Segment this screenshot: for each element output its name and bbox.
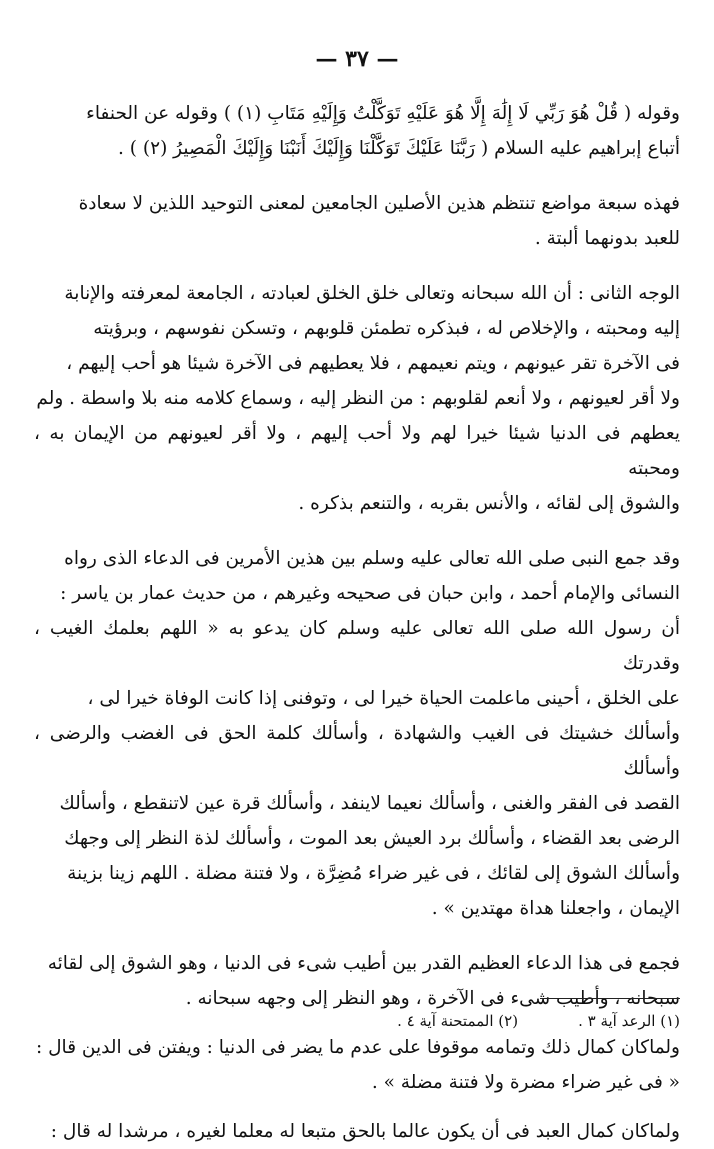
text-line: ولماكان كمال ذلك وتمامه موقوفا على عدم ما يضر فى الدنيا : ويفتن فى الدين قال :: [36, 1037, 680, 1058]
text-line: الرضى بعد القضاء ، وأسألك برد العيش بعد الموت ، وأسألك لذة النظر إلى وجهك: [64, 828, 680, 849]
text-line: يعطهم فى الدنيا شيئا خيرا لهم ولا أحب إليهم ، ولا أقر لعيونهم من الإيمان به ، ومحبته: [34, 423, 680, 479]
text-line: فهذه سبعة مواضع تنتظم هذين الأصلين الجامعين لمعنى التوحيد اللذين لا سعادة: [78, 193, 680, 214]
text-line: القصد فى الفقر والغنى ، وأسألك نعيما لاينفد ، وأسألك قرة عين لاتنقطع ، وأسألك: [59, 793, 680, 814]
footnote-divider: [540, 998, 680, 999]
paragraph-quran-verses: [34, 96, 680, 166]
paragraph-prophet-dua: [34, 541, 680, 926]
text-line: ولماكان كمال العبد فى أن يكون عالما بالحق متبعا له معلما لغيره ، مرشدا له قال :: [50, 1121, 680, 1142]
text-line: وأسألك الشوق إلى لقائك ، فى غير ضراء مُضِرَّة ، ولا فتنة مضلة . اللهم زينا بزينة: [67, 863, 680, 884]
text-line: سبحانه ، وأطيب شىء فى الآخرة ، وهو النظر إلى وجهه سبحانه .: [185, 988, 680, 1009]
text-line: والشوق إلى لقائه ، والأنس بقربه ، والتنعم بذكره .: [298, 493, 680, 514]
paragraph-second-aspect: [34, 276, 680, 521]
text-line: الوجه الثانى : أن الله سبحانه وتعالى خلق الخلق لعبادته ، الجامعة لمعرفته والإنابة: [64, 283, 680, 304]
text-line: ولا أقر لعيونهم ، ولا أنعم لقلوبهم : من النظر إليه ، وسماع كلامه منه بلا واسطة . ولم: [36, 388, 680, 409]
text-line: فجمع فى هذا الدعاء العظيم القدر بين أطيب شىء فى الدنيا ، وهو الشوق إلى لقائه: [47, 953, 680, 974]
text-line: إليه ومحبته ، والإخلاص له ، فبذكره تطمئن قلوبهم ، وتسكن نفوسهم ، وبرؤيته: [93, 318, 680, 339]
paragraph-servant-perfection: [34, 1114, 680, 1149]
footnotes: [34, 1012, 680, 1030]
page-number: — ٣٧ —: [315, 46, 399, 72]
text-line: وقد جمع النبى صلى الله تعالى عليه وسلم بين هذين الأمرين فى الدعاء الذى رواه: [64, 548, 680, 569]
footnote-2: (٢) الممتحنة آية ٤ .: [397, 1012, 519, 1030]
text-line: فى الآخرة تقر عيونهم ، ويتم نعيمهم ، فلا يعطيهم فى الآخرة شيئا هو أحب إليهم ،: [66, 353, 680, 374]
text-line: النسائى والإمام أحمد ، وابن حبان فى صحيحه وغيرهم ، من حديث عمار بن ياسر :: [60, 583, 680, 604]
text-line: على الخلق ، أحينى ماعلمت الحياة خيرا لى ، وتوفنى إذا كانت الوفاة خيرا لى ،: [87, 688, 680, 709]
text-line: أن رسول الله صلى الله تعالى عليه وسلم كان يدعو به « اللهم بعلمك الغيب ، وقدرتك: [34, 618, 680, 674]
text-line: الإيمان ، واجعلنا هداة مهتدين » .: [431, 898, 680, 919]
text-line: وقوله ( قُلْ هُوَ رَبِّي لَا إِلَٰهَ إِلَّا هُوَ عَلَيْهِ تَوَكَّلْتُ وَإِلَيْهِ مَتَابِ (١) ) وقوله عن الحنفاء: [86, 103, 680, 124]
text-line: أتباع إبراهيم عليه السلام ( رَبَّنَا عَلَيْكَ تَوَكَّلْنَا وَإِلَيْكَ أَنَبْنَا وَإِلَيْكَ الْمَصِيرُ (٢) ) .: [118, 138, 680, 159]
paragraph-perfection-condition: [34, 1030, 680, 1100]
footnote-1: (١) الرعد آية ٣ .: [578, 1012, 680, 1030]
paragraph-dua-summary: [34, 946, 680, 1016]
text-line: « فى غير ضراء مضرة ولا فتنة مضلة » .: [371, 1072, 680, 1093]
text-line: وأسألك خشيتك فى الغيب والشهادة ، وأسألك كلمة الحق فى الغضب والرضى ، وأسألك: [34, 723, 680, 779]
paragraph-seven-places: [34, 186, 680, 256]
text-line: للعبد بدونهما ألبتة .: [534, 228, 680, 249]
